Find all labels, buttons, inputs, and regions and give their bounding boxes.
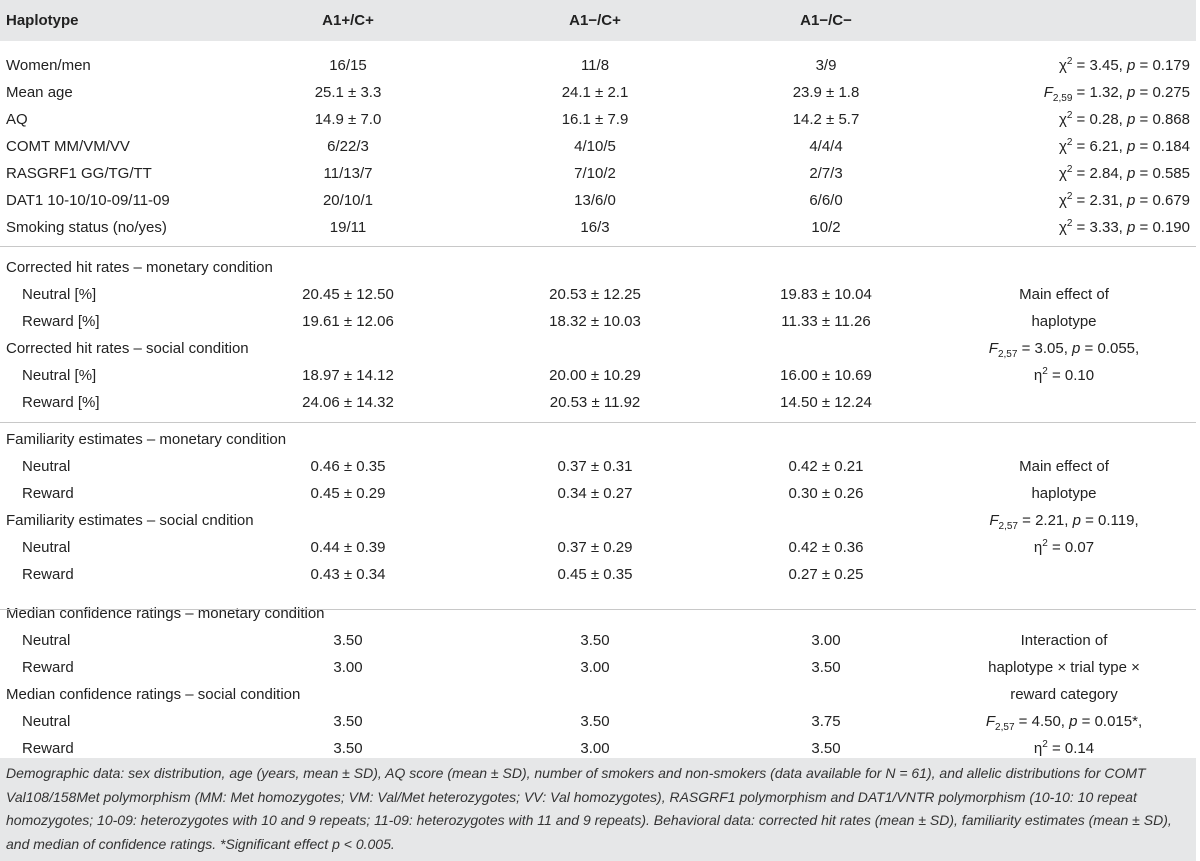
value-a1p-cp: 6/22/3 bbox=[327, 138, 369, 155]
value-a1p-cp: 19/11 bbox=[329, 219, 367, 236]
header-col-haplotype: Haplotype bbox=[6, 12, 79, 29]
stat-p-symbol: p bbox=[1127, 111, 1136, 128]
stat-p-value: = 0.179 bbox=[1135, 57, 1190, 74]
value-a1p-cp: 0.44 ± 0.39 bbox=[310, 539, 386, 556]
value-a1m-cm: 3.75 bbox=[811, 713, 841, 730]
value-a1m-cm: 0.42 ± 0.21 bbox=[788, 458, 864, 475]
value-a1m-cp: 3.50 bbox=[580, 713, 610, 730]
row-label: Neutral bbox=[22, 458, 71, 475]
group-title-row bbox=[0, 600, 1196, 627]
stat-p-value: = 0.184 bbox=[1135, 138, 1190, 155]
header-col-a1p-cp: A1+/C+ bbox=[322, 12, 374, 29]
value-a1p-cp: 11/13/7 bbox=[323, 165, 373, 182]
header-col-a1m-cm: A1−/C− bbox=[800, 12, 852, 29]
stat-value: = 3.33, bbox=[1072, 219, 1128, 236]
row-label: Neutral [%] bbox=[22, 367, 97, 384]
value-a1p-cp: 3.50 bbox=[333, 713, 363, 730]
stat-sup: 2 bbox=[1066, 56, 1073, 67]
value-a1m-cm: 3.50 bbox=[811, 740, 841, 757]
stat-sup: 2 bbox=[1066, 110, 1073, 121]
stat-value: = 6.21, bbox=[1072, 138, 1128, 155]
stat-line: haplotype × trial type × bbox=[988, 659, 1140, 676]
value-a1p-cp: 0.46 ± 0.35 bbox=[310, 458, 386, 475]
demographic-row bbox=[0, 160, 1196, 187]
stat-value: = 3.45, bbox=[1072, 57, 1128, 74]
stat-line: Main effect of bbox=[1019, 458, 1109, 475]
demographic-row bbox=[0, 187, 1196, 214]
value-a1m-cp: 13/6/0 bbox=[574, 192, 616, 209]
stat-test bbox=[1059, 106, 1190, 133]
value-a1m-cp: 3.00 bbox=[580, 740, 610, 757]
stat-test bbox=[1059, 133, 1190, 160]
row-label: Mean age bbox=[6, 84, 73, 101]
data-row bbox=[0, 389, 1196, 416]
stat-p-symbol: p bbox=[1127, 138, 1136, 155]
row-label: RASGRF1 GG/TG/TT bbox=[6, 165, 152, 182]
value-a1m-cp: 0.37 ± 0.31 bbox=[557, 458, 633, 475]
section-stat-summary bbox=[934, 627, 1194, 762]
value-a1m-cm: 0.30 ± 0.26 bbox=[788, 485, 864, 502]
row-label: Neutral bbox=[22, 539, 71, 556]
value-a1m-cp: 3.00 bbox=[580, 659, 610, 676]
row-label: Reward bbox=[22, 659, 74, 676]
value-a1p-cp: 19.61 ± 12.06 bbox=[302, 313, 394, 330]
value-a1m-cp: 18.32 ± 10.03 bbox=[549, 313, 641, 330]
row-label: DAT1 10-10/10-09/11-09 bbox=[6, 192, 170, 209]
demographic-row bbox=[0, 133, 1196, 160]
value-a1p-cp: 14.9 ± 7.0 bbox=[314, 111, 382, 128]
row-label: COMT MM/VM/VV bbox=[6, 138, 130, 155]
stat-line: $F_{2,57} = 3.05$, p = 0.055, bbox=[988, 340, 1140, 360]
stat-symbol: F bbox=[1043, 84, 1053, 101]
demographic-row bbox=[0, 214, 1196, 241]
stat-p-symbol: p bbox=[1127, 84, 1136, 101]
value-a1m-cp: 11/8 bbox=[580, 57, 610, 74]
row-label: Smoking status (no/yes) bbox=[6, 219, 167, 236]
value-a1m-cm: 3.00 bbox=[811, 632, 841, 649]
stat-symbol: χ bbox=[1058, 219, 1067, 236]
stat-p-symbol: p bbox=[1127, 192, 1136, 209]
value-a1p-cp: 0.43 ± 0.34 bbox=[310, 566, 386, 583]
stat-value: = 2.31, bbox=[1072, 192, 1128, 209]
group-title-row bbox=[0, 426, 1196, 453]
table-footnote: Demographic data: sex distribution, age (years, mean ± SD), AQ score (mean ± SD), number of smokers and non-smokers (data available for N = 61), and allelic distributions for COMT Val108/158Met polymorphism (MM: Met homozygotes; VM: Val/Met heterozygotes; VV: Val homozygotes), RASGRF1 polymorphism and DAT1/VNTR polymorphism (10-10: 10 repeat homozygotes; 10-09: heterozygotes with 10 and 9 repeats; 11-09: heterozygotes with 11 and 9 repeats). Behavioral data: corrected hit rates (mean ± SD), familiarity estimates (mean ± SD), and median of confidence ratings. *Significant effect p < 0.005. bbox=[6, 765, 1172, 852]
value-a1p-cp: 24.06 ± 14.32 bbox=[302, 394, 394, 411]
value-a1p-cp: 3.50 bbox=[333, 632, 363, 649]
data-row bbox=[0, 561, 1196, 588]
value-a1m-cm: 10/2 bbox=[811, 219, 841, 236]
value-a1m-cp: 20.00 ± 10.29 bbox=[549, 367, 641, 384]
stat-sup: 2 bbox=[1066, 191, 1073, 202]
row-label: Women/men bbox=[6, 57, 91, 74]
stat-line: haplotype bbox=[1031, 485, 1097, 502]
group-title-row bbox=[0, 254, 1196, 281]
section-divider bbox=[0, 246, 1196, 247]
stat-symbol: χ bbox=[1058, 192, 1067, 209]
stat-test bbox=[1059, 160, 1190, 187]
stat-line: $\eta^2 = 0.07$ bbox=[1033, 538, 1095, 556]
value-a1m-cp: 16/3 bbox=[580, 219, 610, 236]
value-a1m-cp: 3.50 bbox=[580, 632, 610, 649]
value-a1m-cp: 0.45 ± 0.35 bbox=[557, 566, 633, 583]
stat-value: = 1.32, bbox=[1072, 84, 1128, 101]
value-a1p-cp: 0.45 ± 0.29 bbox=[310, 485, 386, 502]
stat-symbol: χ bbox=[1058, 165, 1067, 182]
stat-test bbox=[1059, 187, 1190, 214]
stat-sub: 2,59 bbox=[1052, 93, 1073, 104]
stat-p-value: = 0.679 bbox=[1135, 192, 1190, 209]
stat-line: $F_{2,57} = 2.21$, p = 0.119, bbox=[989, 512, 1139, 532]
row-label: Neutral bbox=[22, 713, 71, 730]
stat-value: = 2.84, bbox=[1072, 165, 1128, 182]
value-a1m-cm: 0.27 ± 0.25 bbox=[788, 566, 864, 583]
row-label: Neutral bbox=[22, 632, 71, 649]
stat-p-symbol: p bbox=[1127, 57, 1136, 74]
row-label: Reward bbox=[22, 485, 74, 502]
value-a1m-cm: 0.42 ± 0.36 bbox=[788, 539, 864, 556]
value-a1m-cm: 3.50 bbox=[811, 659, 841, 676]
header-row bbox=[0, 0, 1196, 41]
value-a1p-cp: 20.45 ± 12.50 bbox=[302, 286, 394, 303]
group-title: Corrected hit rates – social condition bbox=[6, 340, 249, 357]
value-a1m-cp: 4/10/5 bbox=[574, 138, 616, 155]
stat-sup: 2 bbox=[1066, 164, 1073, 175]
demographic-row bbox=[0, 52, 1196, 79]
stat-test bbox=[1059, 52, 1190, 79]
stat-line: $\eta^2 = 0.14$ bbox=[1033, 739, 1095, 757]
stat-sup: 2 bbox=[1066, 137, 1073, 148]
value-a1m-cm: 14.50 ± 12.24 bbox=[780, 394, 872, 411]
stat-symbol: χ bbox=[1058, 111, 1067, 128]
value-a1p-cp: 25.1 ± 3.3 bbox=[314, 84, 382, 101]
section-stat-summary bbox=[934, 453, 1194, 561]
row-label: Reward bbox=[22, 566, 74, 583]
value-a1p-cp: 3.50 bbox=[333, 740, 363, 757]
group-title: Corrected hit rates – monetary condition bbox=[6, 259, 273, 276]
value-a1m-cm: 6/6/0 bbox=[809, 192, 843, 209]
group-title: Familiarity estimates – social cndition bbox=[6, 512, 254, 529]
stat-sup: 2 bbox=[1066, 218, 1073, 229]
section-divider bbox=[0, 422, 1196, 423]
stat-symbol: χ bbox=[1058, 138, 1067, 155]
demographic-row bbox=[0, 79, 1196, 106]
row-label: Reward [%] bbox=[22, 394, 100, 411]
stat-test bbox=[1044, 79, 1190, 106]
stat-p-value: = 0.275 bbox=[1135, 84, 1190, 101]
value-a1m-cm: 2/7/3 bbox=[809, 165, 843, 182]
stat-p-value: = 0.585 bbox=[1135, 165, 1190, 182]
value-a1m-cp: 20.53 ± 12.25 bbox=[549, 286, 641, 303]
value-a1p-cp: 16/15 bbox=[329, 57, 367, 74]
value-a1p-cp: 18.97 ± 14.12 bbox=[302, 367, 394, 384]
stat-line: haplotype bbox=[1031, 313, 1097, 330]
row-label: Reward [%] bbox=[22, 313, 100, 330]
value-a1m-cm: 16.00 ± 10.69 bbox=[780, 367, 872, 384]
value-a1m-cm: 11.33 ± 11.26 bbox=[781, 313, 871, 330]
value-a1m-cp: 7/10/2 bbox=[574, 165, 616, 182]
value-a1p-cp: 20/10/1 bbox=[322, 192, 374, 209]
group-title: Median confidence ratings – monetary condition bbox=[6, 605, 325, 622]
stat-line: Main effect of bbox=[1019, 286, 1109, 303]
value-a1m-cp: 0.34 ± 0.27 bbox=[557, 485, 633, 502]
stat-p-symbol: p bbox=[1127, 219, 1136, 236]
value-a1m-cp: 20.53 ± 11.92 bbox=[549, 394, 641, 411]
stat-test bbox=[1059, 214, 1190, 241]
stat-line: $F_{2,57} = 4.50$, p = 0.015*, bbox=[985, 713, 1143, 733]
section-stat-summary bbox=[934, 281, 1194, 389]
stat-line: Interaction of bbox=[1020, 632, 1108, 649]
stat-p-value: = 0.190 bbox=[1135, 219, 1190, 236]
row-label: AQ bbox=[6, 111, 28, 128]
value-a1m-cm: 19.83 ± 10.04 bbox=[780, 286, 872, 303]
header-col-a1m-cp: A1−/C+ bbox=[569, 12, 621, 29]
section-divider bbox=[0, 609, 1196, 610]
row-label: Neutral [%] bbox=[22, 286, 97, 303]
group-title: Median confidence ratings – social condition bbox=[6, 686, 301, 703]
stat-value: = 0.28, bbox=[1072, 111, 1128, 128]
stat-line: reward category bbox=[1010, 686, 1118, 703]
value-a1m-cm: 4/4/4 bbox=[809, 138, 843, 155]
demographic-row bbox=[0, 106, 1196, 133]
value-a1m-cm: 14.2 ± 5.7 bbox=[792, 111, 860, 128]
stat-line: $\eta^2 = 0.10$ bbox=[1033, 366, 1095, 384]
row-label: Reward bbox=[22, 740, 74, 757]
value-a1m-cp: 24.1 ± 2.1 bbox=[561, 84, 629, 101]
group-title: Familiarity estimates – monetary condition bbox=[6, 431, 287, 448]
value-a1m-cp: 0.37 ± 0.29 bbox=[557, 539, 633, 556]
stat-p-value: = 0.868 bbox=[1135, 111, 1190, 128]
stat-symbol: χ bbox=[1058, 57, 1067, 74]
value-a1m-cm: 23.9 ± 1.8 bbox=[792, 84, 860, 101]
stat-p-symbol: p bbox=[1127, 165, 1136, 182]
value-a1m-cp: 16.1 ± 7.9 bbox=[561, 111, 629, 128]
value-a1p-cp: 3.00 bbox=[333, 659, 363, 676]
value-a1m-cm: 3/9 bbox=[815, 57, 837, 74]
